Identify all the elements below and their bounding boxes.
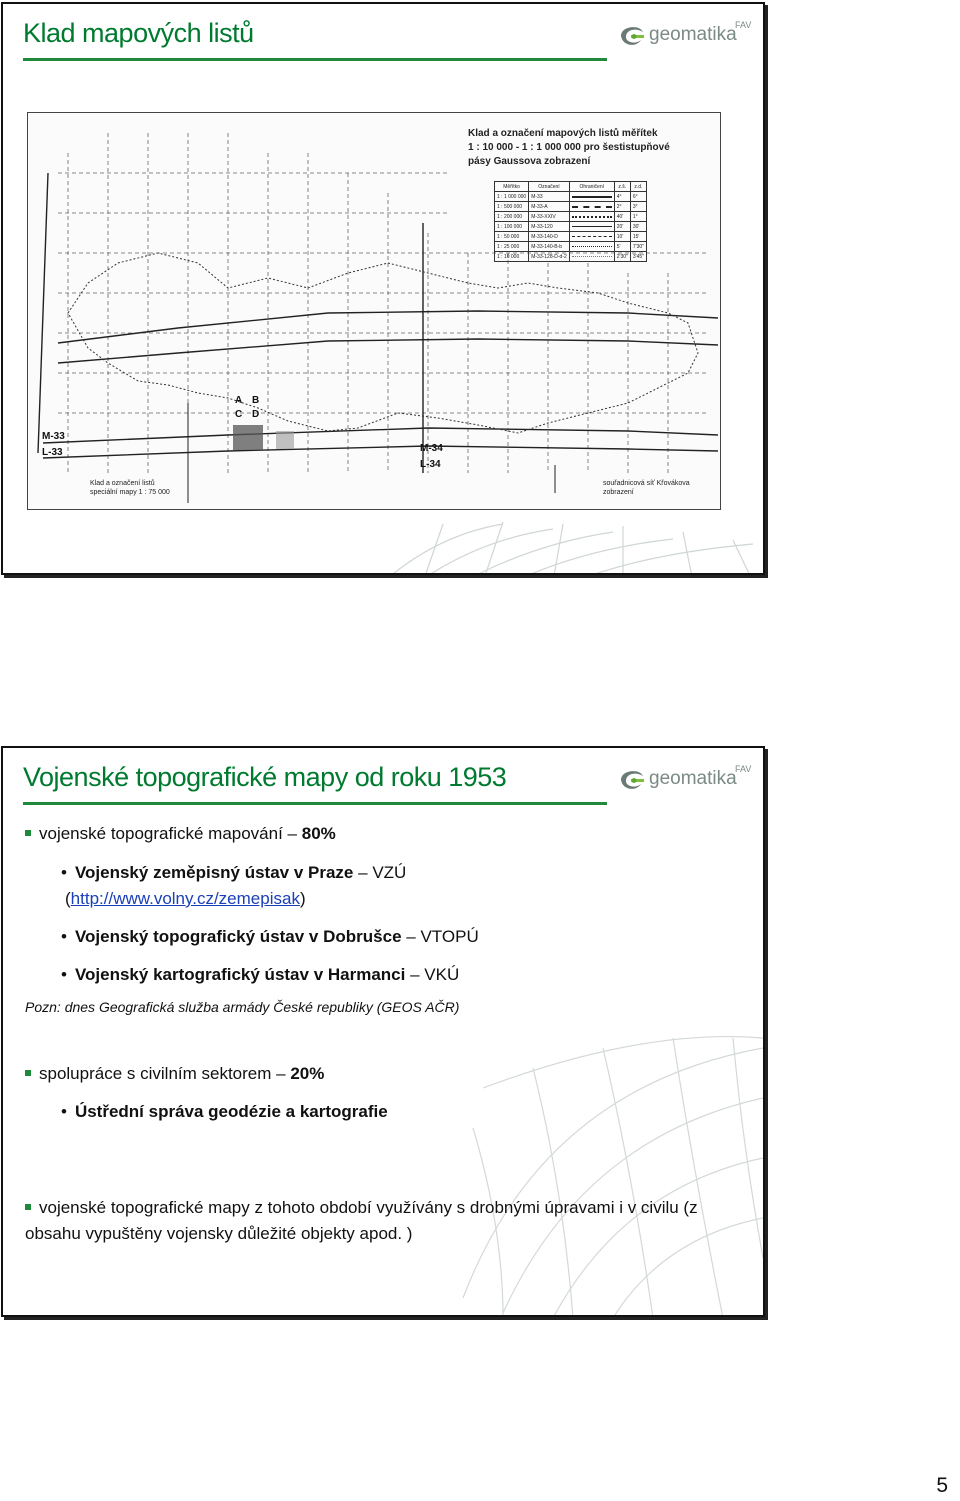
legend-cell: 10' <box>614 232 630 242</box>
note-geos: Pozn: dnes Geografická služba armády České republiky (GEOS AČR) <box>25 999 460 1015</box>
legend-cell: M-33-140-D <box>529 232 570 242</box>
legend-row <box>495 192 647 202</box>
bullet-dash: – <box>406 927 416 946</box>
legend-cell: 15' <box>630 232 646 242</box>
bullet-dash: – <box>410 965 420 984</box>
legend-line-sample <box>569 202 614 212</box>
slide-title: Klad mapových listů <box>23 18 254 48</box>
paragraph-civil-use <box>25 1195 745 1247</box>
legend-header: Označení <box>529 182 570 192</box>
sub-bullet-vtopu <box>61 925 479 949</box>
legend-cell: 1 : 50 000 <box>495 232 529 242</box>
legend-cell: 6° <box>630 192 646 202</box>
map-caption-left: Klad a označení listů speciální mapy 1 : 75 000 <box>90 480 170 496</box>
link-paren-open: ( <box>65 889 71 908</box>
title-rule <box>23 802 607 805</box>
square-bullet-icon <box>25 1204 31 1210</box>
map-sheet-index <box>27 112 721 510</box>
bullet-dash: – <box>276 1064 286 1083</box>
quadrant-label-d: D <box>252 409 260 420</box>
legend-cell: M-33-120 <box>529 222 570 232</box>
legend-cell: 3'45" <box>630 252 646 262</box>
legend-row <box>495 212 647 222</box>
bullet-text: vojenské topografické mapování <box>39 824 288 843</box>
logo-text: geomatika <box>649 768 737 789</box>
legend-cell: 2° <box>614 202 630 212</box>
bullet-civil-cooperation <box>25 1062 324 1086</box>
link-paren-close: ) <box>299 889 306 908</box>
quadrant-label-a: A <box>235 395 243 406</box>
legend-cell: M-33 <box>529 192 570 202</box>
legend-cell: 1 : 10 000 <box>495 252 529 262</box>
legend-cell: 1 : 500 000 <box>495 202 529 212</box>
legend-cell: 3° <box>630 202 646 212</box>
legend-cell: 1 : 25 000 <box>495 242 529 252</box>
bullet-text: spolupráce s civilním sektorem <box>39 1064 277 1083</box>
geomatika-logo <box>617 16 757 56</box>
legend-header-row <box>495 182 647 192</box>
logo-superscript: FAV <box>735 764 752 774</box>
legend-cell: 4° <box>614 192 630 202</box>
institute-abbr: VTOPÚ <box>420 927 479 946</box>
legend-line-sample <box>569 212 614 222</box>
globe-watermark <box>443 1028 763 1317</box>
map-caption-right: souřadnicová síť Křovákova zobrazení <box>603 480 690 496</box>
legend-cell: 40' <box>614 212 630 222</box>
globe-watermark <box>383 514 763 575</box>
sheet-label-m33: M-33 <box>42 431 65 442</box>
legend-cell: 7'30" <box>630 242 646 252</box>
legend-line-sample <box>569 222 614 232</box>
legend-line-sample <box>569 242 614 252</box>
legend-cell: M-33-128-D-d-2 <box>529 252 570 262</box>
legend-line-sample <box>569 252 614 262</box>
institute-name: Vojenský zeměpisný ústav v Praze <box>74 863 354 882</box>
quadrant-label-b: B <box>252 395 260 406</box>
sub-bullet-vzu <box>61 861 406 885</box>
slide-title: Vojenské topografické mapy od roku 1953 <box>23 762 507 792</box>
legend-cell: 1° <box>630 212 646 222</box>
legend-cell: M-33-XXIV <box>529 212 570 222</box>
legend-cell: M-33-A <box>529 202 570 212</box>
legend-header: Ohraničení <box>569 182 614 192</box>
bullet-dash: – <box>287 824 298 843</box>
round-bullet-icon: • <box>61 1102 67 1121</box>
title-rule <box>23 58 607 61</box>
sheet-label-m34: M-34 <box>420 443 443 454</box>
map-title: Klad a označení mapových listů měřítek 1 : 10 000 - 1 : 1 000 000 pro šestistupňové pásy Gaussova zobrazení <box>468 128 670 167</box>
bullet-percentage: 80% <box>301 824 336 843</box>
bullet-military-mapping <box>25 822 336 846</box>
legend-row <box>495 232 647 242</box>
legend-cell: 1 : 100 000 <box>495 222 529 232</box>
geomatika-logo <box>617 760 757 800</box>
page-number: 5 <box>936 1474 948 1497</box>
vzu-website-link[interactable]: http://www.volny.cz/zemepisak <box>70 889 300 908</box>
legend-row <box>495 252 647 262</box>
institute-name: Vojenský kartografický ústav v Harmanci <box>74 965 406 984</box>
geomatika-swirl-icon <box>617 764 647 794</box>
slide-map-index <box>1 2 765 575</box>
bullet-dash: – <box>358 863 368 882</box>
legend-cell: 1 : 200 000 <box>495 212 529 222</box>
square-bullet-icon <box>25 830 31 836</box>
sub-bullet-vku <box>61 963 459 987</box>
legend-cell: 1 : 1 000 000 <box>495 192 529 202</box>
geomatika-swirl-icon <box>617 20 647 50</box>
round-bullet-icon: • <box>61 863 67 882</box>
legend-cell: 5' <box>614 242 630 252</box>
legend-header: z.š. <box>614 182 630 192</box>
institute-abbr: VZÚ <box>372 863 407 882</box>
legend-row <box>495 202 647 212</box>
sub-bullet-cuzk <box>61 1100 388 1124</box>
legend-line-sample <box>569 232 614 242</box>
legend-line-sample <box>569 192 614 202</box>
logo-superscript: FAV <box>735 20 752 30</box>
logo-text: geomatika <box>649 24 737 45</box>
legend-header: Měřítko <box>495 182 529 192</box>
legend-cell: 2'30" <box>614 252 630 262</box>
slide-military-maps <box>1 746 765 1317</box>
legend-row <box>495 222 647 232</box>
bullet-percentage: 20% <box>290 1064 325 1083</box>
paragraph-text: vojenské topografické mapy z tohoto období využívány s drobnými úpravami i v civilu (z obsahu vypuštěny vojensky důležité objekty apod. ) <box>25 1198 698 1243</box>
legend-cell: M-33-140-B-b <box>529 242 570 252</box>
square-bullet-icon <box>25 1070 31 1076</box>
sheet-label-l33: L-33 <box>42 447 63 458</box>
map-grid-drawing <box>28 113 720 509</box>
legend-cell: 30' <box>630 222 646 232</box>
sub-bullet-link-line <box>65 887 306 911</box>
institute-abbr: VKÚ <box>424 965 460 984</box>
legend-header: z.d. <box>630 182 646 192</box>
legend-row <box>495 242 647 252</box>
round-bullet-icon: • <box>61 965 67 984</box>
institute-name: Ústřední správa geodézie a kartografie <box>74 1102 388 1121</box>
quadrant-label-c: C <box>235 409 243 420</box>
map-legend-table <box>494 181 647 262</box>
sheet-label-l34: L-34 <box>420 459 441 470</box>
legend-cell: 20' <box>614 222 630 232</box>
institute-name: Vojenský topografický ústav v Dobrušce <box>74 927 402 946</box>
round-bullet-icon: • <box>61 927 67 946</box>
